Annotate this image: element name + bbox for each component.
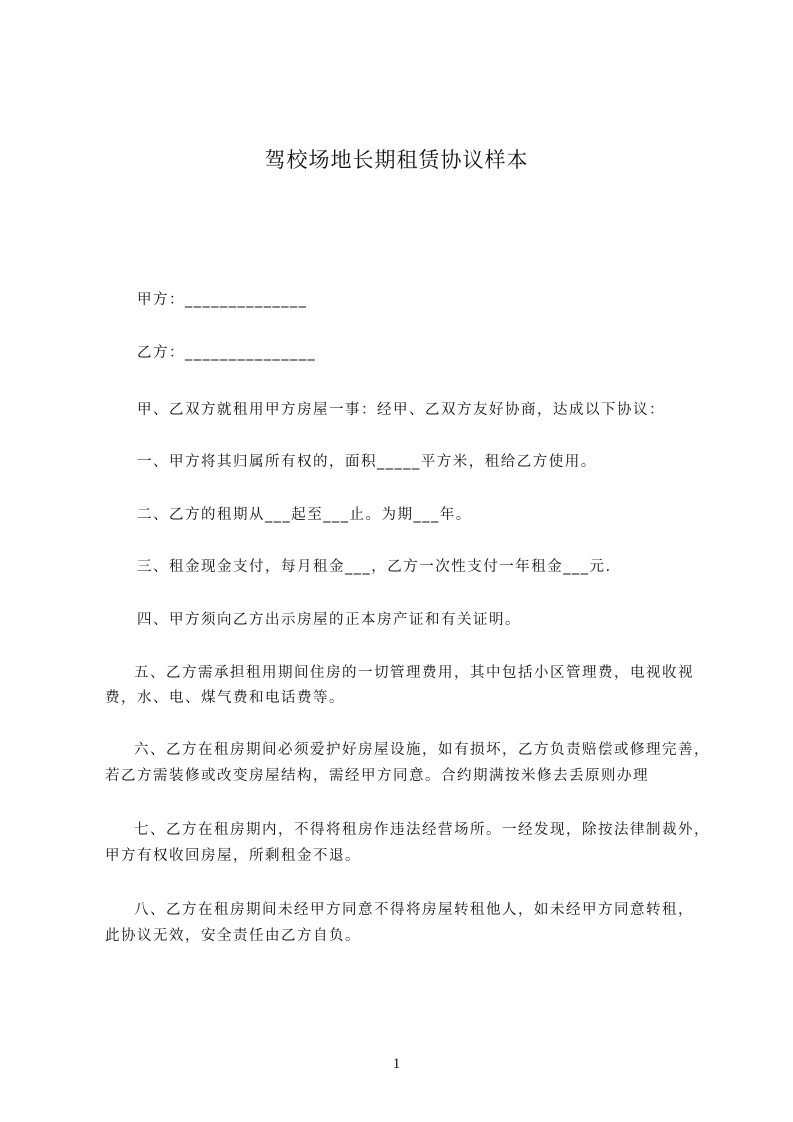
document-title: 驾校场地长期租赁协议样本 [264,148,529,172]
clause-7-line-1: 七、乙方在租房期内，不得将租房作违法经营场所。一经发现，除按法律制裁外， [134,822,710,838]
preamble: 甲、乙双方就租用甲方房屋一事：经甲、乙双方友好协商，达成以下协议： [137,402,665,418]
clause-7-line-2: 甲方有权收回房屋，所剩租金不退。 [105,848,361,864]
clause-3: 三、租金现金支付，每月租金___，乙方一次性支付一年租金___元. [137,559,612,575]
clause-5-line-1: 五、乙方需承担租用期间住房的一切管理费用，其中包括小区管理费，电视收视 [134,665,694,681]
clause-1: 一、甲方将其归属所有权的，面积_____平方米，租给乙方使用。 [137,454,597,470]
clause-8-line-1: 八、乙方在租房期间未经甲方同意不得将房屋转租他人，如未经甲方同意转租， [134,902,694,918]
party-b-line: 乙方：_______________ [137,345,317,361]
clause-5-line-2: 费，水、电、煤气费和电话费等。 [105,690,345,706]
clause-4: 四、甲方须向乙方出示房屋的正本房产证和有关证明。 [137,612,521,628]
clause-8-line-2: 此协议无效，安全责任由乙方自负。 [105,928,361,944]
party-a-line: 甲方：______________ [137,292,308,308]
clause-2: 二、乙方的租期从___起至___止。为期___年。 [137,507,472,523]
clause-6-line-2: 若乙方需装修或改变房屋结构，需经甲方同意。合约期满按米修去丢原则办理 [105,768,649,784]
clause-6-line-1: 六、乙方在租房期间必须爱护好房屋设施，如有损坏，乙方负责赔偿或修理完善， [134,742,710,758]
page-number: 1 [392,1056,401,1072]
